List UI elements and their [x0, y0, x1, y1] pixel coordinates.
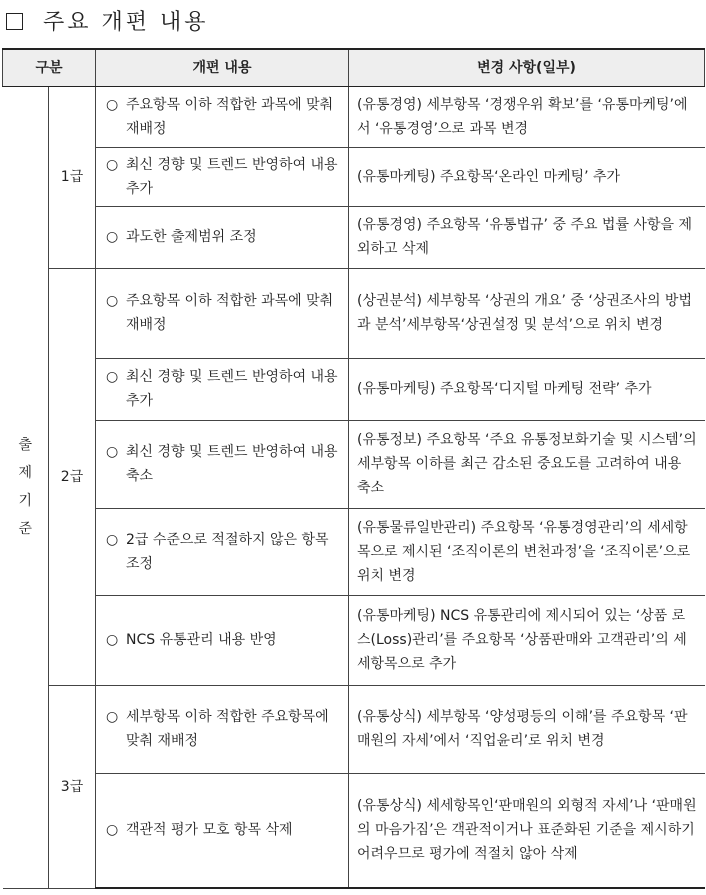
table-row	[3, 268, 705, 358]
bullet-circle-icon: ○	[106, 709, 119, 725]
checkbox-square-icon	[6, 13, 23, 30]
bullet-circle-icon: ○	[106, 822, 119, 839]
content-cell: ○ NCS 유통관리 내용 반영	[96, 595, 349, 685]
content-cell: ○ 주요항목 이하 적합한 과목에 맞춰 재배정	[96, 268, 349, 358]
bullet-circle-icon: ○	[106, 444, 119, 460]
table-row	[3, 595, 705, 685]
category-cell	[3, 86, 49, 888]
bullet-circle-icon: ○	[106, 156, 119, 173]
change-cell: (유통정보) 주요항목 ‘주요 유통정보화기술 및 시스템’의 세부항목 이하를 최근 감소된 중요도를 고려하여 내용 축소	[349, 420, 705, 508]
section-heading	[0, 0, 706, 40]
content-cell: ○ 최신 경향 및 트렌드 반영하여 내용 추가	[96, 358, 349, 420]
category-label: 출제기준	[18, 437, 33, 537]
bullet-circle-icon: ○	[106, 229, 119, 245]
change-cell: (유통상식) 세부항목 ‘양성평등의 이해’를 주요항목 ‘판매원의 자세’에서 ‘직업윤리’로 위치 변경	[349, 685, 705, 773]
header-change: 변경 사항(일부)	[349, 49, 705, 86]
content-cell: ○ 세부항목 이하 적합한 주요항목에 맞춰 재배정	[96, 685, 349, 773]
content-cell: ○ 주요항목 이하 적합한 과목에 맞춰 재배정	[96, 86, 349, 147]
table-row	[3, 508, 705, 595]
bullet-circle-icon: ○	[106, 293, 119, 309]
change-cell: (상권분석) 세부항목 ‘상권의 개요’ 중 ‘상권조사의 방법과 분석’세부항목‘상권설정 및 분석’으로 위치 변경	[349, 268, 705, 358]
content-cell: ○ 2급 수준으로 적절하지 않은 항목 조정	[96, 508, 349, 595]
grade-cell: 3급	[49, 685, 96, 888]
table-row	[3, 358, 705, 420]
change-cell: (유통마케팅) 주요항목‘온라인 마케팅’ 추가	[349, 147, 705, 206]
content-cell: ○ 최신 경향 및 트렌드 반영하여 내용 축소	[96, 420, 349, 508]
header-category: 구분	[3, 49, 96, 86]
table-row	[3, 773, 705, 888]
table-row	[3, 685, 705, 773]
bullet-circle-icon: ○	[106, 531, 119, 548]
change-cell: (유통상식) 세세항목인‘판매원의 외형적 자세’나 ‘판매원의 마음가짐’은 객관적이거나 표준화된 기준을 제시하기 어려우므로 평가에 적절치 않아 삭제	[349, 773, 705, 888]
bullet-circle-icon: ○	[106, 632, 119, 648]
grade-cell: 1급	[49, 86, 96, 268]
bullet-circle-icon: ○	[106, 369, 119, 385]
bullet-circle-icon: ○	[106, 96, 119, 113]
table-row	[3, 147, 705, 206]
table-header-row	[3, 49, 705, 86]
reform-table	[2, 48, 705, 889]
section-title: 주요 개편 내용	[43, 9, 209, 35]
table-row	[3, 86, 705, 147]
change-cell: (유통경영) 주요항목 ‘유통법규’ 중 주요 법률 사항을 제외하고 삭제	[349, 206, 705, 268]
change-cell: (유통물류일반관리) 주요항목 ‘유통경영관리’의 세세항목으로 제시된 ‘조직이론의 변천과정’을 ‘조직이론’으로 위치 변경	[349, 508, 705, 595]
header-content: 개편 내용	[96, 49, 349, 86]
table-row	[3, 206, 705, 268]
change-cell: (유통마케팅) NCS 유통관리에 제시되어 있는 ‘상품 로스(Loss)관리’를 주요항목 ‘상품판매와 고객관리’의 세세항목으로 추가	[349, 595, 705, 685]
change-cell: (유통마케팅) 주요항목‘디지털 마케팅 전략’ 추가	[349, 358, 705, 420]
content-cell: ○ 최신 경향 및 트렌드 반영하여 내용 추가	[96, 147, 349, 206]
content-cell: ○ 객관적 평가 모호 항목 삭제	[96, 773, 349, 888]
change-cell: (유통경영) 세부항목 ‘경쟁우위 확보’를 ‘유통마케팅’에서 ‘유통경영’으로 과목 변경	[349, 86, 705, 147]
table-row	[3, 420, 705, 508]
content-cell: ○ 과도한 출제범위 조정	[96, 206, 349, 268]
grade-cell: 2급	[49, 268, 96, 685]
